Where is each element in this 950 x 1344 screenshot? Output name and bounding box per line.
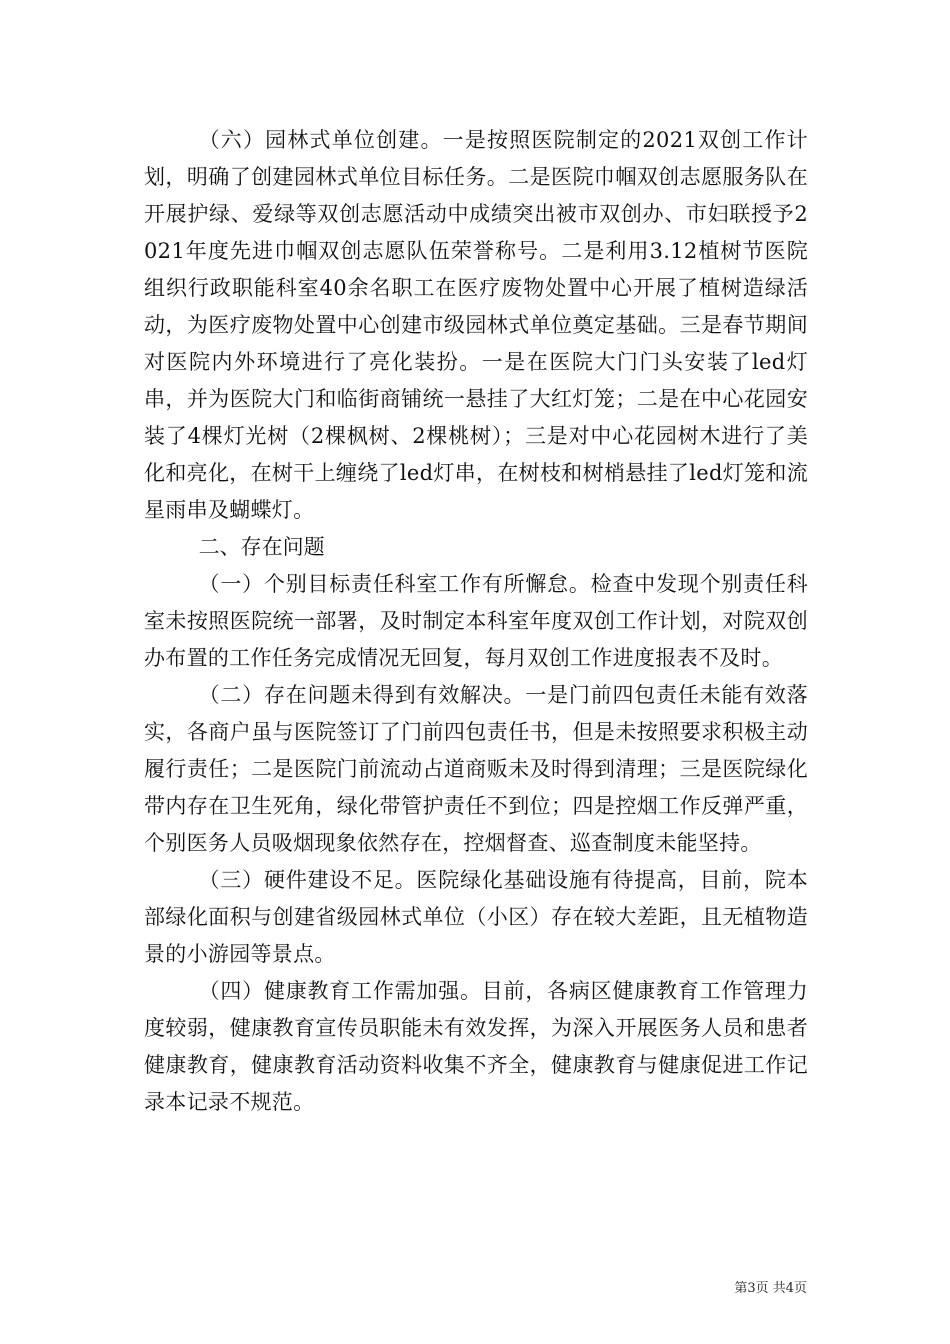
- document-body: [144, 122, 808, 1121]
- paragraph-issue-4: （四）健康教育工作需加强。目前，各病区健康教育工作管理力度较弱，健康教育宣传员职能未有效发挥，为深入开展医务人员和患者健康教育，健康教育活动资料收集不齐全，健康教育与健康促进工作记录本记录不规范。: [144, 979, 808, 1114]
- paragraph-issue-2: （二）存在问题未得到有效解决。一是门前四包责任未能有效落实，各商户虽与医院签订了门前四包责任书，但是未按照要求积极主动履行责任；二是医院门前流动占道商贩未及时得到清理；三是医院绿化带内存在卫生死角，绿化带管护责任不到位；四是控烟工作反弹严重，个别医务人员吸烟现象依然存在，控烟督查、巡查制度未能坚持。: [144, 683, 808, 855]
- section-heading-issues: 二、存在问题: [198, 535, 325, 559]
- page-number-footer: 第3页 共4页: [734, 1281, 807, 1296]
- paragraph-issue-1: （一）个别目标责任科室工作有所懈怠。检查中发现个别责任科室未按照医院统一部署，及时制定本科室年度双创工作计划，对院双创办布置的工作任务完成情况无回复，每月双创工作进度报表不及时。: [144, 572, 808, 670]
- paragraph-garden-unit: （六）园林式单位创建。一是按照医院制定的2021双创工作计划，明确了创建园林式单位目标任务。二是医院巾帼双创志愿服务队在开展护绿、爱绿等双创志愿活动中成绩突出被市双创办、市妇联授予2021年度先进巾帼双创志愿队伍荣誉称号。二是利用3.12植树节医院组织行政职能科室40余名职工在医疗废物处置中心开展了植树造绿活动，为医疗废物处置中心创建市级园林式单位奠定基础。三是春节期间对医院内外环境进行了亮化装扮。一是在医院大门门头安装了led灯串，并为医院大门和临街商铺统一悬挂了大红灯笼；二是在中心花园安装了4棵灯光树（2棵枫树、2棵桃树）；三是对中心花园树木进行了美化和亮化，在树干上缠绕了led灯串，在树枝和树梢悬挂了led灯笼和流星雨串及蝴蝶灯。: [144, 128, 808, 522]
- paragraph-issue-3: （三）硬件建设不足。医院绿化基础设施有待提高，目前，院本部绿化面积与创建省级园林式单位（小区）存在较大差距，且无植物造景的小游园等景点。: [144, 868, 808, 966]
